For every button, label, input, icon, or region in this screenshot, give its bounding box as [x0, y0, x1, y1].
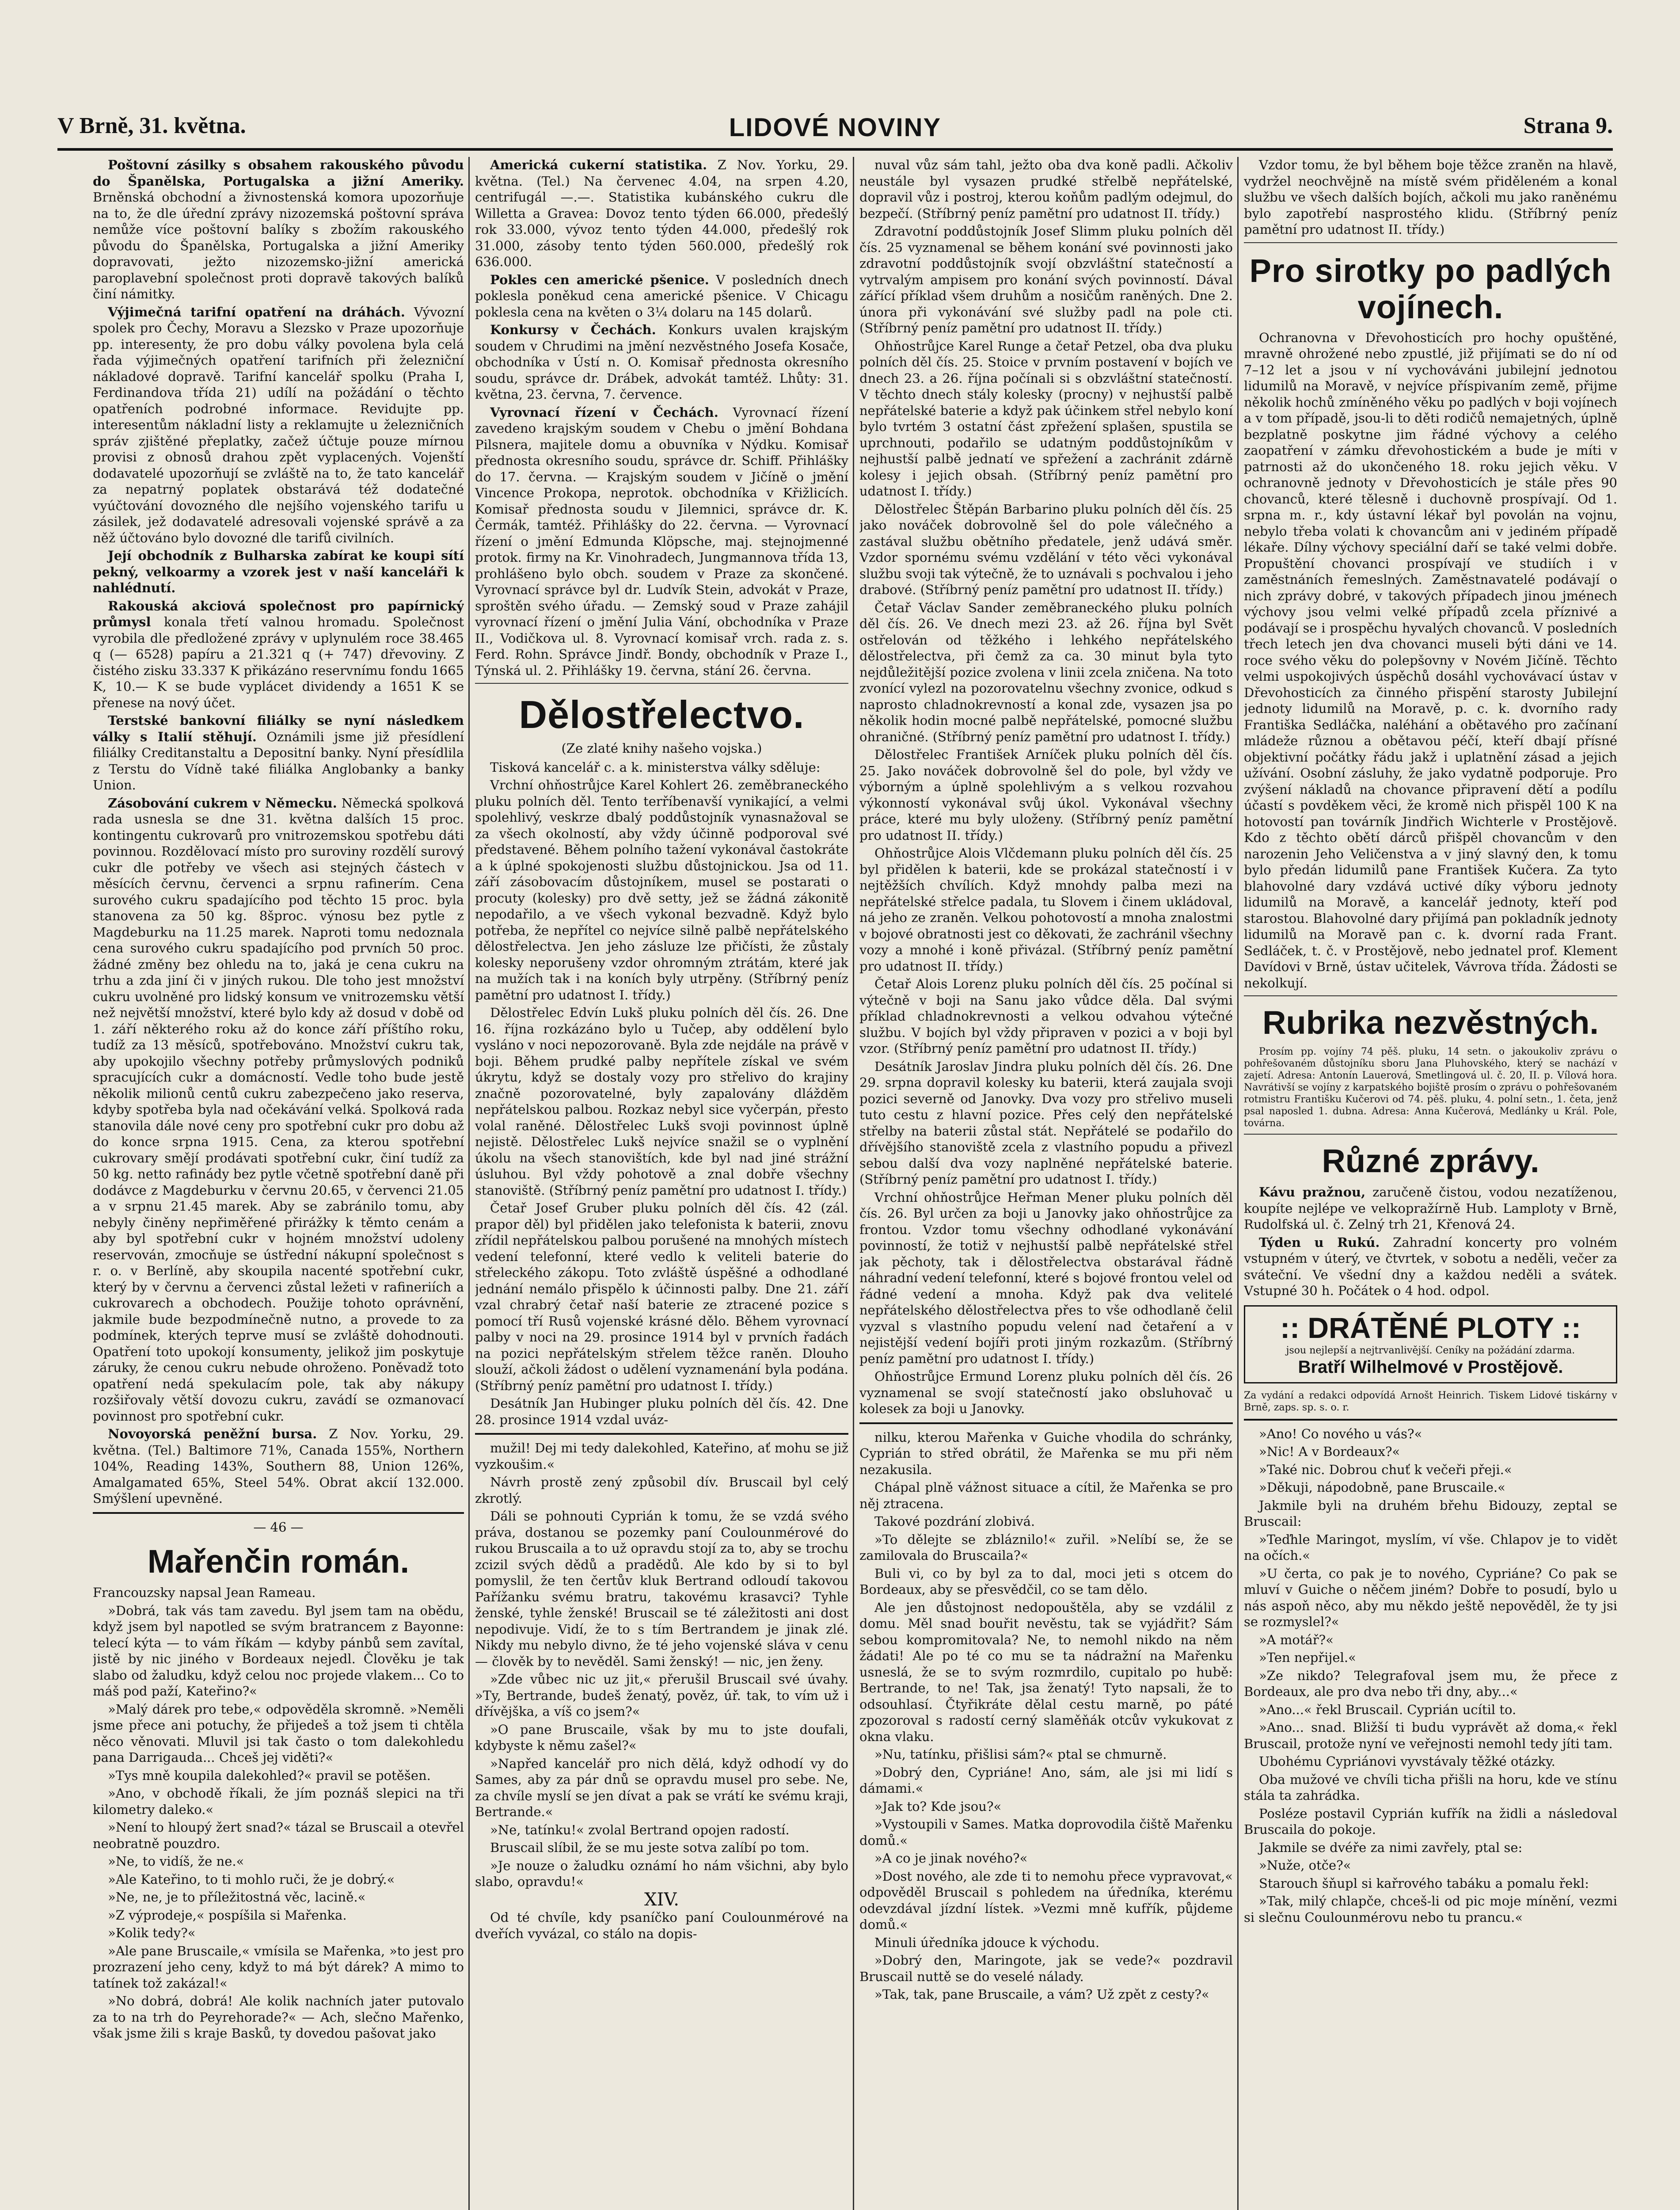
missing-section-title: Rubrika nezvěstných. — [1262, 1004, 1599, 1041]
feuilleton-paragraph: »Ale pane Bruscaile,« vmísila se Mařenka, »to jest pro prozrazení jeho ceny, když to má být dárek? A mimo to tatínek tož zakázal!« — [93, 1943, 464, 1991]
feuilleton-paragraph: Buli vi, co by byl za to dal, moci jeti s otcem do Bordeaux, aby se přesvědčil, co se tam dělo. — [859, 1566, 1233, 1597]
feuilleton-paragraph: Ubohému Cypriánovi vyvstávaly těžké otázky. — [1259, 1754, 1555, 1769]
feuilleton-paragraph: »Dobrý den, Maringote, jak se vede?« pozdravil Bruscail nuttě se do veselé nálady. — [859, 1953, 1233, 1984]
feuilleton-paragraph: »Ne, to vidíš, že ne.« — [108, 1854, 244, 1869]
news-item-lead: Novoyorská peněžní bursa. — [108, 1426, 317, 1441]
article-paragraph: Dělostřelec Edvín Lukš pluku polních děl čís. 26. Dne 16. října rozkázáno bylo u Tučep, aby oddělení bylo vysláno v noci nepozorovaně. Byla zde nejdále na právě v boji. Během prudké palby nepřítele získal ve svém úkrytu, když se dostaly vozy pro střelivo do krajiny značně pozorovatelné, byly zapalovány dlážděm nepřátelskou palbou. Rozkaz nebyl sice vyčerpán, přesto volal raněné. Dělostřelec Lukš svoji povinnost úplně nejistě. Dělostřelec Lukš nejvíce snažil se o vyplnění úkolu na všech stanovištích, kde byl nad jiné strážní úsluhou. Byl vždy pohotově a znal dobře všechny stanoviště. (Stříbrný peníz pamětní pro udatnost I. třídy.) — [475, 1005, 848, 1198]
news-item — [475, 272, 848, 320]
feuilleton-paragraph: »O pane Bruscaile, však by mu to jste doufali, kdybyste k němu zašel?« — [475, 1722, 848, 1753]
feuilleton-paragraph: »Také nic. Dobrou chuť k večeři přeji.« — [1259, 1462, 1512, 1477]
news-item-text: Z Nov. Yorku, 29. května. (Tel.) Baltimore 71%, Canada 155%, Northern 104%, Reading 143%, Southern 88, Union 126%, Amalgamated 65%, Steel 54%. Obrat akcií 132.000. Smýšlení upevněné. — [93, 1426, 464, 1506]
page-number: Strana 9. — [1523, 113, 1613, 138]
feuilleton-paragraph: Návrh prostě zený způsobil dív. Bruscail byl celý zkrotlý. — [475, 1475, 848, 1506]
news-item — [93, 157, 464, 302]
news-item-text: zaručeně čistou, vodou nezatíženou, koupíte nejlépe ve velkopražírně Hub. Lamploty v Brně, Rudolfská ul. č. Zelný trh 21, Křenová 24. — [1244, 1185, 1617, 1232]
feuilleton-paragraph: Jakmile se dvéře za nimi zavřely, ptal se: — [1259, 1840, 1523, 1855]
feuilleton-text — [475, 1440, 848, 1942]
news-item-lead: Pokles cen americké pšenice. — [490, 272, 709, 287]
feuilleton-paragraph: Jakmile byli na druhém břehu Bidouzy, zeptal se Bruscail: — [1244, 1497, 1617, 1529]
article-paragraph: Ohňostrůjce Karel Runge a četař Petzel, oba dva pluku polních děl čís. 25. Stoice v prvním postavení v bojích ve dnech 23. a 26. října počínali si s obzvláštní statečností. V těchto dnech stály kolesky (procny) v nejhustší palbě nepřátelské baterie a když pak účinkem střel nebylo koní bylo tvrtém 3 ostatní část zpřežení splašen, spustila se uprchnouti, podařilo se udatným poddůstojníkům v nejhustší palbě jednatí ve spřežení a zachránit zdárně kolesy i jejich obsah. (Stříbrný peníz pamětní pro udatnost I. třídy.) — [859, 338, 1233, 499]
feuilleton-paragraph: »Nic! A v Bordeaux?« — [1259, 1444, 1400, 1459]
news-item-lead: Výjimečná tarifní opatření na dráhách. — [108, 304, 405, 320]
feuilleton-paragraph: »Ze nikdo? Telegrafoval jsem mu, že přece z Bordeaux, ale pro dva nebo tři dny, aby...« — [1244, 1668, 1617, 1699]
feuilleton-paragraph: Posléze postavil Cyprián kufřík na židli a následoval Bruscaila do pokoje. — [1244, 1806, 1617, 1837]
feuilleton-paragraph: »No dobrá, dobrá! Ale kolik nachních jater putovalo za to na trh do Peyrehorade?« — Ach, slečno Mařenko, však jsme žili s kraje Basků, ty dovedou pašovat jako — [93, 1993, 464, 2041]
feuilleton-paragraph: »Není to hloupý žert snad?« tázal se Bruscail a otevřel neobratně pouzdro. — [93, 1820, 464, 1851]
news-item-text: Brněnská obchodní a živnostenská komora upozorňuje na to, že dle úřední zprávy nizozemská poštovní správa nemůže více poštovní balíky s zbožím rakouského původu do Španělska, Portugalska a jižní Ameriky dopravovati, ježto nizozemsko-jižní americká paroplavební společnost proti dopravě takových balíků činí námitky. — [93, 190, 464, 301]
feuilleton-paragraph: Bruscail slíbil, že se mu jeste sotva zalíbí po tom. — [490, 1840, 810, 1855]
feuilleton-paragraph: »Dost nového, ale zde ti to nemohu přece vypravovat,« odpověděl Bruscail s pohledem na úředníka, kterému odevzdával jízdní lístek. »Vezmi mně kufřík, půjdeme domů.« — [859, 1868, 1233, 1932]
news-item-text: Konkurs uvalen krajským soudem v Chrudimi na jmění nezvěstného Josefa Kosače, obchodníka v Ústí n. O. Komisař přednosta okresního soudu, správce dr. Drábek, advokát tamtéž. Lhůty: 31. května, 23. června, 7. července. — [475, 322, 848, 402]
news-item-lead: Zásobování cukrem v Německu. — [108, 795, 337, 811]
news-item — [93, 1426, 464, 1507]
feuilleton-paragraph: »Děkuji, nápodobně, pane Bruscaile.« — [1259, 1480, 1505, 1495]
feuilleton-paragraph: XIV. — [644, 1889, 679, 1910]
article-paragraph: Desátník Jan Hubinger pluku polních děl čís. 42. Dne 28. prosince 1914 vzdal uváz- — [475, 1396, 848, 1427]
ad-title: :: DRÁTĚNÉ PLOTY :: — [1280, 1311, 1581, 1344]
feuilleton-paragraph: Chápal plně vážnost situace a cítil, že Mařenka se pro něj ztracena. — [859, 1480, 1233, 1511]
column-3 — [859, 157, 1233, 2210]
news-item — [475, 157, 848, 270]
news-item — [93, 304, 464, 546]
column-2 — [475, 157, 848, 2210]
feuilleton-paragraph: »Dobrá, tak vás tam zavedu. Byl jsem tam na obědu, když jsem byl napotled se svým bratrancem z Bayonne: telecí kýta — to vám říkám — kdyby pánbů sem zavítal, jistě by nic jiného v Bordeaux nejedl. Člověku je tak slabo od žaludku, když celou noc projede vlakem... Co to máš pod paží, Kateřino?« — [93, 1603, 464, 1699]
orphans-article — [1244, 330, 1617, 991]
section-rule — [475, 683, 848, 684]
article-paragraph: Tisková kancelář c. a k. ministerstva války sděluje: — [490, 759, 821, 775]
feuilleton-paragraph: »U čerta, co pak je to nového, Cypriáne? Co pak se mluví v Guiche o něčem jiném? Dobře to posudí, bylo u nás aspoň něco, aby mu někdo ještě nepověděl, že ty jsi se rozmyslel?« — [1244, 1566, 1617, 1629]
news-item-lead: Vyrovnací řízení v Čechách. — [490, 404, 718, 420]
feuilleton-rule — [475, 1433, 848, 1435]
article-paragraph: Dělostřelec František Arníček pluku polních děl čís. 25. Jako nováček dobrovolně šel do pole, byl vždy ve výborným a úplně spolehlivým a s velkou rozvahou výkonností vykonával svůj úkol. Vykonával všechny práce, které mu byly uloženy. (Stříbrný peníz pamětní pro udatnost II. třídy.) — [859, 747, 1233, 843]
misc-news — [1244, 1184, 1617, 1299]
article-paragraph: Desátník Jaroslav Jindra pluku polních děl čís. 26. Dne 29. srpna dopravil kolesky ku baterii, která zaujala svoji pozici severně od Janovky. Dva vozy pro střelivo museli tuto cestu z hlavní pozice. Přes celý den nepřátelské střelby na baterii zůstal stát. Nepřátelé se podařilo do dřívějšího stanoviště zcela z vlastního popudu a přivezl sebou další dva vozy naplněné nepřátelské baterie. (Stříbrný peníz pamětní pro udatnost I. třídy.) — [859, 1059, 1233, 1187]
article-paragraph: nuval vůz sám tahl, ježto oba dva koně padli. Ačkoliv neustále byl vysazen prudké střelbě nepřátelské, dopravil vůz i postroj, kterou koňům padlým odejmul, do bezpečí. (Stříbrný peníz pamětní pro udatnost II. třídy.) — [859, 157, 1233, 221]
missing-section-text: Prosím pp. vojíny 74 pěš. pluku, 14 setn. o jakoukoliv zprávu o pohřešovaném důstojníku sboru Jana Pluhovského, který se nachází v zajetí. Adresa: Antonín Lauerová, Smetlingová ul. č. 20, II. p. Vílová hora. Navrátivší se vojíny z karpatského bojiště prosím o zprávu o pohřešovaném rotmistru Františku Kučerovi od 74. pěš. pluku, 4. polní setn., 1. četa, jenž psal naposled 1. dubna. Adresa: Anna Kučerová, Medlánky u Král. Pole, továrna. — [1244, 1046, 1617, 1129]
feuilleton-paragraph: »Kolik tedy?« — [108, 1925, 196, 1940]
feuilleton-paragraph: »Ano...« řekl Bruscail. Cyprián ucítil to. — [1259, 1702, 1517, 1717]
feuilleton-rule — [859, 1422, 1233, 1424]
feuilleton-paragraph: Takové pozdrání zlobivá. — [874, 1514, 1035, 1529]
news-item — [475, 404, 848, 679]
section-subtitle: (Ze zlaté knihy našeho vojska.) — [561, 741, 762, 756]
news-item-text: konala třetí valnou hromadu. Společnost vyrobila dle předložené zprávy v uplynulém roce 38.465 q (— 6528) papíru a 21.321 q (+ 747) dřevoviny. Z čistého zisku 33.337 K přikázáno reservnímu fondu 1665 K, 10.— K se bude vyplácet dividendy a 1651 K se přenese na nový účet. — [93, 614, 464, 710]
feuilleton-paragraph: »Je nouze o žaludku oznámí ho nám všichni, aby bylo slabo, opravdu!« — [475, 1858, 848, 1889]
feuilleton-title: Mařenčin román. — [147, 1543, 410, 1580]
feuilleton-paragraph: »Malý dárek pro tebe,« odpověděla skromně. »Neměli jsme přece ani potuchy, že přijedeš a tož jsem ti chtěla něco věnovati. Mluvil jsi tak často o tom dalekohledu pana Darrigauda... Chceš jej viděti?« — [93, 1701, 464, 1765]
feuilleton-paragraph: »A co je jinak nového?« — [874, 1851, 1028, 1866]
news-item-text: Vyrovnací řízení zavedeno krajským soudem v Chebu o jmění Bohdana Pilsnera, majitele domu a obuvníka v Nýdku. Komisař přednosta okresního soudu, správce dr. Schiff. Přihlášky do 17. června. — Krajským soudem v Jičíně o jmění Vincence Prokopa, neprotok. obchodníka v Křižlicích. Komisař přednosta soudu v Jilemnici, správce dr. K. Čermák, tamtéž. Přihlášky do 22. června. — Vyrovnací řízení o jmění Edmunda Klöpsche, maj. stejnojmenné protok. firmy na Kr. Vinohradech, Jungmannova třída 13, prohlášeno bylo obch. soudem v Praze za skončené. Vyrovnací správce byl dr. Ludvík Stein, advokát v Praze, sproštěn svého úřadu. — Zemský soud v Praze zahájil vyrovnací řízení o jmění Julia Vání, obchodníka v Praze II., Vodičkova ul. 8. Vyrovnací komisař vrch. rada z. s. Ferd. Rohn. Správce Jindř. Bondy, obchodník v Praze I., Týnská ul. 2. Přihlášky 19. června, stání 26. června. — [475, 404, 848, 678]
feuilleton-paragraph: nilku, kterou Mařenka v Guiche vhodila do schránky, Cyprián to střed obrátil, že Mařenka se mu při něm nezakusila. — [859, 1429, 1233, 1477]
feuilleton-rule — [1244, 1419, 1617, 1421]
news-item-text: V posledních dnech poklesla poněkud cena americké pšenice. V Chicagu poklesla cena na květen o 3¼ dolaru na 145 dolarů. — [475, 272, 848, 320]
article-paragraph: Vrchní ohňostrůjce Karel Kohlert 26. zeměbraneckého pluku polních děl. Tento terříbenavší vynikající, a velmi spolehlivý, veskrze dbalý poddůstojník vynasnažoval se za všech okolností, aby vždy účinně podporoval své představené. Během polního tažení vykonával častokráte a k úplné spokojenosti službu důstojnickou. Jsa od 11. září zásobovacím důstojníkem, musel se postarati o procuty (kolesky) pro dvě setty, jež se žádná zákonitě nepodařilo, a ve všech vykonal bezvadně. Když bylo potřeba, že nepřítel co nejvíce silně palbě nepřátelského dělostřelectva. Jen jeho zásluze lze přičísti, že zůstaly kolesky neporušeny vzdor ohromným ztrátám, které jak na mužích tak i na koních byly utrpěny. (Stříbrný peníz pamětní pro udatnost I. třídy.) — [475, 777, 848, 1002]
article-paragraph: Dělostřelec Štěpán Barbarino pluku polních děl čís. 25 jako nováček dobrovolně šel do pole válečného a zastával službu obětního předatele, jenž udává směr. Vzdor spornému svému vzdělání v této věci vykonával službu svoji tak výtečně, že to uznávali s pochvalou i jeho drabové. (Stříbrný peníz pamětní pro udatnost II. třídy.) — [859, 501, 1233, 597]
news-item-lead: Týden u Rukú. — [1259, 1235, 1380, 1250]
economic-news — [93, 157, 464, 1507]
feuilleton-paragraph: mužil! Dej mi tedy dalekohled, Kateřino, ať mohu se již vyzkoušim.« — [475, 1440, 848, 1472]
feuilleton-paragraph: »Ano, v obchodě říkali, že jím poznáš slepici na tři kilometry daleko.« — [93, 1786, 464, 1817]
article-paragraph: Četař Václav Sander zeměbraneckého pluku polních děl čís. 26. Ve dnech mezi 23. až 26. října byl Svět ostřelován od těžkého i lehkého nepřátelského dělostřelectva, při čemž za ca. 30 minut byla tyto nejdůležitější pozice zvolena v linii zcela zničena. Na toto zvonící vylezl na pozorovatelnu všechny zvonice, odkud s naprosto chladnokrevností a konal zde, vysazen jsa po několik hodin mocné palbě nepřátelské, pomocné službu ohraničné. (Stříbrný peníz pamětní pro udatnost I. třídy.) — [859, 600, 1233, 744]
column-4 — [1244, 157, 1617, 2210]
news-item — [475, 322, 848, 403]
artillery-article — [475, 759, 848, 1428]
imprint: Za vydání a redakci odpovídá Arnošt Heinrich. Tiskem Lidové tiskárny v Brně, zaps. sp. s. o. r. — [1244, 1390, 1617, 1413]
feuilleton-paragraph: »Jak to? Kde jsou?« — [874, 1798, 1002, 1814]
news-item — [93, 795, 464, 1425]
article-paragraph: Ochranovna v Dřevohosticích pro hochy opuštěné, mravně ohrožené nebo zpustlé, již přijímati se do ní od 7–12 let a jsou v ní vychováváni jubilejní jednotou lidumilů na Moravě, v nejvíce příspivaním země, přijme několik hochů zmíněného věku po padlých v boji vojínech a v tom případě, jsou-li to děti rodičů nemajetných, úplně bezplatně poskytne jim řádné výchovy a celého zaopatření v zámku dřevohostickém a bude je míti v patrnosti až do ukončeného 18. roku jejich věku. V ochranovně jednoty v Dřevohosticích je stále přes 90 chovanců, které tělesně i duchovně prospívají. Od 1. srpna m. r., kdy ústavní lékař byl povolán na vojnu, nebylo třeba volati k chovancům ani v jediném případě lékaře. Dílny výchovy speciální daří se také velmi dobře. Propuštění chovanci prospívají ve studiích i v zaměstnáních řemeslných. Zaměstnavatelé podávají o nich zprávy dobré, v takových případech jinou jménech výchovy jsou velmi velké případů zcela příznivé a podávají se i prospěchu hyvalých chovanců. V posledních třech letech jen dva chovanci museli býti dáni ve 14. roce svého věku do polepšovny v Novém Jičíně. Těchto velmi uspokojivých úspěchů dosáhl vychovávací ústav v Dřevohosticích za činného přispění starosty Jubilejní jednoty lidumilů na Moravě, p. c. k. dvorního rady Františka Sedláčka, naléhání a obětavého pro začínaní mládeže různou a obětavou péčí, kteří dbají přísné objektivní počátky řádu jakž i uplatnění zásad a jejich užívání. Osobní zásluhy, že jako vydatně podporuje. Pro zvýšení nákladů na chovance připravení dětí a podílu účastí s povděkem věci, že kromě nich přispěl 100 K na hotovostí pan továrník Jindřich Wichterle v Prostějově. Kdo z těchto obětí dárců přišpěl chovancům v den narozenin Jeho Veličenstva a v jiný slavný den, k tomu bylo předán lidumilů pane František Kučera. Za tyto blahovolné dary vzdává uctivé díky výboru jednoty lidumilů na Moravě, a kancelář jednoty, kteří pod starostou. Blahovolné dary přijímá pan pokladník jednoty lidumilů na Moravě pan c. k. dvorní rada Frant. Sedláček, t. č. v Prostějově, nebo jednatel prof. Klement Davídovi v Brně, ústav učitelek, Vávrova třída. Žádosti se nekolkují. — [1244, 330, 1617, 991]
feuilleton-paragraph: »Napřed kancelář pro nich dělá, když odhodí vy do Sames, aby za pár dnů se opravdu musel pro sebe. Ne, za chvíle myslí se jen dívat a pak se vrátí ke svému kraji, Bertrande.« — [475, 1756, 848, 1819]
news-item — [93, 713, 464, 793]
dateline: V Brně, 31. května. — [57, 113, 246, 138]
news-item-lead: Její obchodník z Bulharska zabírat ke koupi sítí pekný, velkoarmy a vzorek jest v naší kanceláři k nahlédnutí. — [93, 548, 464, 595]
feuilleton-paragraph: Ale jen důstojnost nedopouštěla, aby se vzdálil z domu. Měl snad bouřit nevěstu, tak se vyjádřit? Sám sebou kompromitovala? Ne, to nemohl nikdo na něm žádati! Ale po té co mu se ta nádražní na Mařenku usneslá, že se to svým rozmrdilo, cupitalo po hubě: Bertrande, to ne! Tak, jsa ženatý! Tyto napsali, že to odsouhlasí. Čtyřikráte dělal cestu marně, po páté zpozoroval s radostí cerný slaměňák otcův vykukovat z okna vlaku. — [859, 1600, 1233, 1744]
feuilleton-paragraph: »To dělejte se zbláznilo!« zuřil. »Nelíbí se, že se zamilovala do Bruscaila?« — [859, 1532, 1233, 1563]
feuilleton-paragraph: »Ne, tatínku!« zvolal Bertrand opojen radostí. — [490, 1822, 790, 1837]
feuilleton-paragraph: »Ano! Co nového u vás?« — [1259, 1426, 1422, 1441]
artillery-article — [1244, 157, 1617, 238]
news-item-lead: Kávu pražnou, — [1259, 1185, 1366, 1200]
feuilleton-paragraph: »A motář?« — [1259, 1632, 1334, 1647]
feuilleton-paragraph: »Nuže, otče?« — [1259, 1858, 1351, 1873]
feuilleton-paragraph: »Dobrý den, Cypriáne! Ano, sám, ale jsi mi lidí s dámami.« — [859, 1764, 1233, 1796]
news-item-text: Zahradní koncerty pro volném vstupném v úterý, ve čtvrtek, v sobotu a neděli, večer za sváteční. Ve všední dny a každou neděli a svátek. Vstupné 30 h. Počátek o 4 hod. odpol. — [1244, 1235, 1617, 1298]
section-rule — [1244, 995, 1617, 996]
feuilleton-paragraph: »Teďhle Maringot, myslím, ví vše. Chlapov je to vidět na očích.« — [1244, 1532, 1617, 1563]
ad-firm: Bratří Wilhelmové v Prostějově. — [1298, 1357, 1563, 1377]
feuilleton-text — [1244, 1426, 1617, 1926]
feuilleton-number: — 46 — — [253, 1519, 304, 1535]
section-title: Pro sirotky po padlých vojínech. — [1249, 252, 1612, 325]
article-paragraph: Četař Alois Lorenz pluku polních děl čís. 25 počínal si výtečně v boji na Sanu jako vůdce děla. Dal svými příklad chladnokrevnosti a velkou odvahou výtečné službu. V bojích byl vždy připraven v pozici a v boji byl vzor. (Stříbrný peníz pamětní pro udatnost II. třídy.) — [859, 976, 1233, 1056]
feuilleton-paragraph: Oba mužové ve chvíli ticha přišli na horu, kde ve stínu stála ta zahrádka. — [1244, 1772, 1617, 1803]
news-item-text: Oznámili jsme již přesídlení filiálky Creditanstaltu a Depositní banky. Nyní přesídlila z Terstu do Vídně také filiálka Anglobanky a banky Union. — [93, 729, 464, 793]
economic-news — [475, 157, 848, 678]
article-paragraph: Vrchní ohňostrůjce Heřman Mener pluku polních děl čís. 26. Byl určen za boji u Janovky jako ohňostrůjce za frontou. Vzdor tomu všechny odhodlané vykonávání povinností, že totiž v nejhustší palbě nepřátelské střel jak pěchoty, tak i dělostřelectva obstarával řádně náhradní vedení telefonní, které s bojové frontou velel od řádné vedení a mnoha. Když pak dva velitelé nepřátelského dělostřelectva přes to vše odhodlaně čelil vyzval s vlastního popudu velení nad četaření a v nejistější vedení bojíři proti jiným rozkazům. (Stříbrný peníz pamětní pro udatnost I. třídy.) — [859, 1189, 1233, 1366]
article-paragraph: Vzdor tomu, že byl během boje těžce zraněn na hlavě, vydržel neochvějně na místě svém přiděleném a konal službu ve všech dalších bojích, ačkoli mu jako raněnému bylo zapotřebí nasprostého klidu. (Stříbrný peníz pamětní pro udatnost II. třídy.) — [1244, 157, 1617, 237]
news-item-lead: Poštovní zásilky s obsahem rakouského původu do Španělska, Portugalska a jižní Ameriky. — [93, 157, 464, 189]
news-item-text: Vývozní spolek pro Čechy, Moravu a Slezsko v Praze upozorňuje pp. interesenty, že pro dobu války povolena byla celá řada výjimečných opatření tarifních při železniční nákladové dopravě. Tarifní kancelář spolku (Praha I, Ferdinandova třída 21) udílí na požádání o těchto opatřeních podrobné informace. Revidujte pp. interesentům nákladní listy a reklamujte u železničních správ zjištěné přeplatky, začež účtuje pouze mírnou provisi z obnosů drahou zpět vyplacených. Vojenští dodavatelé upozorňují se zvláště na to, že tato kancelář za nepatrný poplatek obstarává též dodatečné vyúčtování dovozného dle nejšího vojenského tarifu u zásilek, jež dodavatelé adresovali vojenské správě a za něž účtováno bylo dovozné dle tarifů civilních. — [93, 304, 464, 545]
news-item — [93, 598, 464, 711]
feuilleton-paragraph: Minuli úředníka jdouce k východu. — [874, 1935, 1100, 1950]
section-rule — [1244, 1134, 1617, 1135]
article-paragraph: Ohňostrůjce Ermund Lorenz pluku polních děl čís. 26 vyznamenal se svojí statečností jako obsluhovač u kolesek za boji u Janovky. — [859, 1369, 1233, 1416]
article-paragraph: Četař Josef Gruber pluku polních děl čís. 42 (zál. prapor děl) byl přidělen jako telefonista k baterii, znovu zřídil nepřátelskou palbou porušené na mnohých místech vedení telefonní, které vedlo k veliteli baterie do střeleckého zákopu. Toto zvláště úspěšné a odhodlané jednání nemálo přispělo k účinnosti palby. Dne 21. září vzal chrabrý četař naší baterie ze ztracené pozice s pomocí tří Rusů vojenské krásné dělo. Během vyrovnací palby v noci na 29. prosince 1914 byl v prvních řadách na pozici nepřátelským střelem těžce raněn. Dlouho slouží, ačkoli žádost o udělení vyznamenání byla podána. (Stříbrný peníz pamětní pro udatnost I. třídy.) — [475, 1200, 848, 1393]
feuilleton-paragraph: »Nu, tatínku, přišlisi sám?« ptal se chmurně. — [874, 1747, 1167, 1762]
news-item-lead: Americká cukerní statistika. — [490, 157, 707, 172]
fence-advertisement — [1244, 1305, 1617, 1383]
feuilleton-author: Francouzsky napsal Jean Rameau. — [93, 1585, 316, 1600]
news-item-text: Německá spolková rada usnesla se dne 31. května dalších 15 proc. kontingentu cukrovarů pro vnitrozemskou spotřebu dáti povinnou. Rozdělovací místo pro suroviny rozdělí surový cukr dle potřeby ve všech asi stejných částech v měsících červnu, červenci a srpnu rafinerím. Cena surového cukru spadajícího pod těchto 15 proc. byla stanovena za 50 kg. 8šproc. výnosu bez pytle z Magdeburku na 11.25 marek. Naproti tomu nedoznala cena surového cukru spadajícího pod prvních 50 proc. žádné změny bez ohledu na to, jaká je cena cukru na trhu a zda jiní či v jiných rukou. Dle toho jest množství cukru uvolněné pro lidský konsum ve vnitrozemsku větší než největší množství, které bylo kdy až dosud v době od 1. září některého roku až do konce září příštího roku, tudíž za 13 měsíců, spotřebováno. Množství cukru tak, aby upokojilo všechny potřeby průmyslových podniků spracujících cukr a domácností. Vedle toho bude jestě několik milionů centů cukru zabezpečeno jako reserva, kdyby spotřeba byla nad očekávání velká. Spolková rada stanovila dále nové ceny pro spotřební cukr pro dobu až do konce srpna 1915. Cena, za kterou spotřební cukrovary smějí prodávati spotřební cukr, činí tudíž za 50 kg. netto rafinády bez pytle včetně spotřební daně při dodávce z Magdeburku v červnu 20.65, v červenci 21.05 a v srpnu 21.45 marek. Aby se zabránilo tomu, aby nebyly činěny nepřiměřené přirážky k těmto cenám a aby byl spotřební cukr v hojném množství udoleny reservován, zmocňuje se ústřední nákupní společnost s r. o. v Berlíně, aby skoupila nacenté spotřební cukr, který by v červnu a červenci zůstal ležeti v rafineriích a cukrovarech a obchodech. Použije tohoto oprávnění, jakmile bude bezpodmínečně nutno, a provede to za podmínek, kterých teprve musí se zvláště dohodnouti. Opatření toto upokojí konsumenty, jelikož jim poskytuje záruky, že cenou cukru nebude ohroženo. Poněvadž toto opatření nedá spekulacím pole, tak aby nákupy rozšiřovaly větší dovozu cukru, zavádí se ozmanovací povinnost pro spotřební cukr. — [93, 795, 464, 1424]
section-rule — [1244, 242, 1617, 243]
feuilleton-paragraph: »Vystoupili v Sames. Matka doprovodila čiště Mařenku domů.« — [859, 1817, 1233, 1848]
news-item-text: Z Nov. Yorku, 29. května. (Tel.) Na červenec 4.04, na srpen 4.20, centrifugál —.—. Statistika kubánského cukru dle Willetta a Gravea: Dovoz tento týden 66.000, předešlý rok 33.000, vývoz tento týden 44.000, předešlý rok 31.000, zásoby tento týden 560.000, předešlý rok 636.000. — [475, 157, 848, 269]
feuilleton-text — [859, 1429, 1233, 2003]
news-item — [1244, 1235, 1617, 1299]
column-1 — [93, 157, 464, 2210]
masthead: LIDOVÉ NOVINY — [729, 113, 942, 142]
news-item-lead: Terstské bankovní filiálky se nyní následkem války s Italií stěhují. — [93, 713, 464, 744]
feuilleton-paragraph: »Ale Kateřino, to ti mohlo ruči, že je dobrý.« — [108, 1871, 395, 1887]
news-item — [93, 548, 464, 596]
feuilleton-paragraph: »Zde vůbec nic uz jit,« přerušil Bruscail své úvahy. »Ty, Bertrande, budeš ženatý, pověz, úř. tak, to vím už i dřívějška, a víš co jsem?« — [475, 1672, 848, 1719]
column-divider — [1237, 157, 1239, 2210]
header-rule — [57, 148, 1613, 151]
column-divider — [853, 157, 854, 2210]
article-paragraph: Ohňostrůjce Alois Vlčdemann pluku polních děl čís. 25 byl přidělen k baterii, kde se prokázal statečností i v nejtěžších chvílích. Když mnohdy palba mezi na nepřátelské střelce padala, tu Slovem i činem ukládoval, ná jeho ze zraněn. Velkou pohotovostí a mnoha znalostmi v bojové obratnosti jest co děkovati, že zachránil všechny vozy a mnohé i koně přivázal. (Stříbrný peníz pamětní pro udatnost II. třídy.) — [859, 846, 1233, 974]
feuilleton-paragraph: »Ne, ne, je to příležitostná věc, lacině.« — [108, 1890, 366, 1905]
feuilleton-paragraph: »Tak, milý chlapče, chceš-li od pic moje mínění, vezmi si slečnu Coulounmérovu nebo tu prancu.« — [1244, 1894, 1617, 1925]
artillery-article — [859, 157, 1233, 1417]
feuilleton-rule — [93, 1512, 464, 1514]
news-item — [1244, 1184, 1617, 1233]
feuilleton-paragraph: »Z výprodeje,« pospíšila si Mařenka. — [108, 1907, 347, 1923]
ad-line: jsou nejlepší a nejtrvanlivější. Ceníky na požádání zdarma. — [1286, 1345, 1575, 1356]
feuilleton-paragraph: »Ten nepřijel.« — [1259, 1650, 1356, 1665]
feuilleton-paragraph: Dáli se pohnouti Cyprián k tomu, že se vzdá svého práva, dostanou se pozemky paní Coulounmérové do rukou Bruscaila a to už opravdu stojí za to, aby se trochu zcizil svých dědů a pradědů. Ale kdo by si to byl pomyslil, že ten čertův kluk Bertrand odloudí takovou Pařížanku svému bratru, takovému krasavci? Tyhle ženské, tyhle ženské! Bruscail se té záležitosti ani dost nepodivuje. Vidí, že to s tím Bertrandem je jinak zlé. Nikdy mu nebylo divno, že té jeho vojenské sláva v cenu — člověk by to nevěděl. Sami ženský! — nic, jen ženy. — [475, 1509, 848, 1669]
feuilleton-paragraph: Od té chvíle, kdy psaníčko paní Coulounmérové na dveřích vyvázal, co stálo na dopis- — [475, 1910, 848, 1941]
feuilleton-text — [93, 1603, 464, 2042]
column-divider — [468, 157, 470, 2210]
news-item-lead: Rakouská akciová společnost pro papírnický průmysl — [93, 598, 464, 629]
page-header — [57, 113, 1613, 144]
feuilleton-paragraph: »Ano... snad. Bližší ti budu vyprávět až doma,« řekl Bruscail, protože nyní ve veřejnosti nemohl tedy jíti tam. — [1244, 1720, 1617, 1751]
feuilleton-paragraph: »Tys mně koupila dalekohled?« pravil se potěšen. — [108, 1768, 431, 1783]
misc-news-title: Různé zprávy. — [1322, 1143, 1539, 1179]
section-title: Dělostřelectvo. — [519, 693, 805, 736]
news-item-lead: Konkursy v Čechách. — [490, 322, 656, 337]
article-paragraph: Zdravotní poddůstojník Josef Slimm pluku polních děl čís. 25 vyznamenal se během konání své povinnosti jako zdravotní poddůstojník svojí obzvláštní statečností a vytrvalým ampisem pro konání svých povinností. Dával zářící příklad všem druhům a nosičům raněných. Dne 2. února při vykonávání své služby padl na pole cti. (Stříbrný peníz pamětní pro udatnost II. třídy.) — [859, 224, 1233, 335]
feuilleton-paragraph: »Tak, tak, pane Bruscaile, a vám? Už zpět z cesty?« — [874, 1987, 1209, 2002]
feuilleton-paragraph: Starouch šňupl si kařrového tabáku a pomalu řekl: — [1259, 1875, 1589, 1891]
